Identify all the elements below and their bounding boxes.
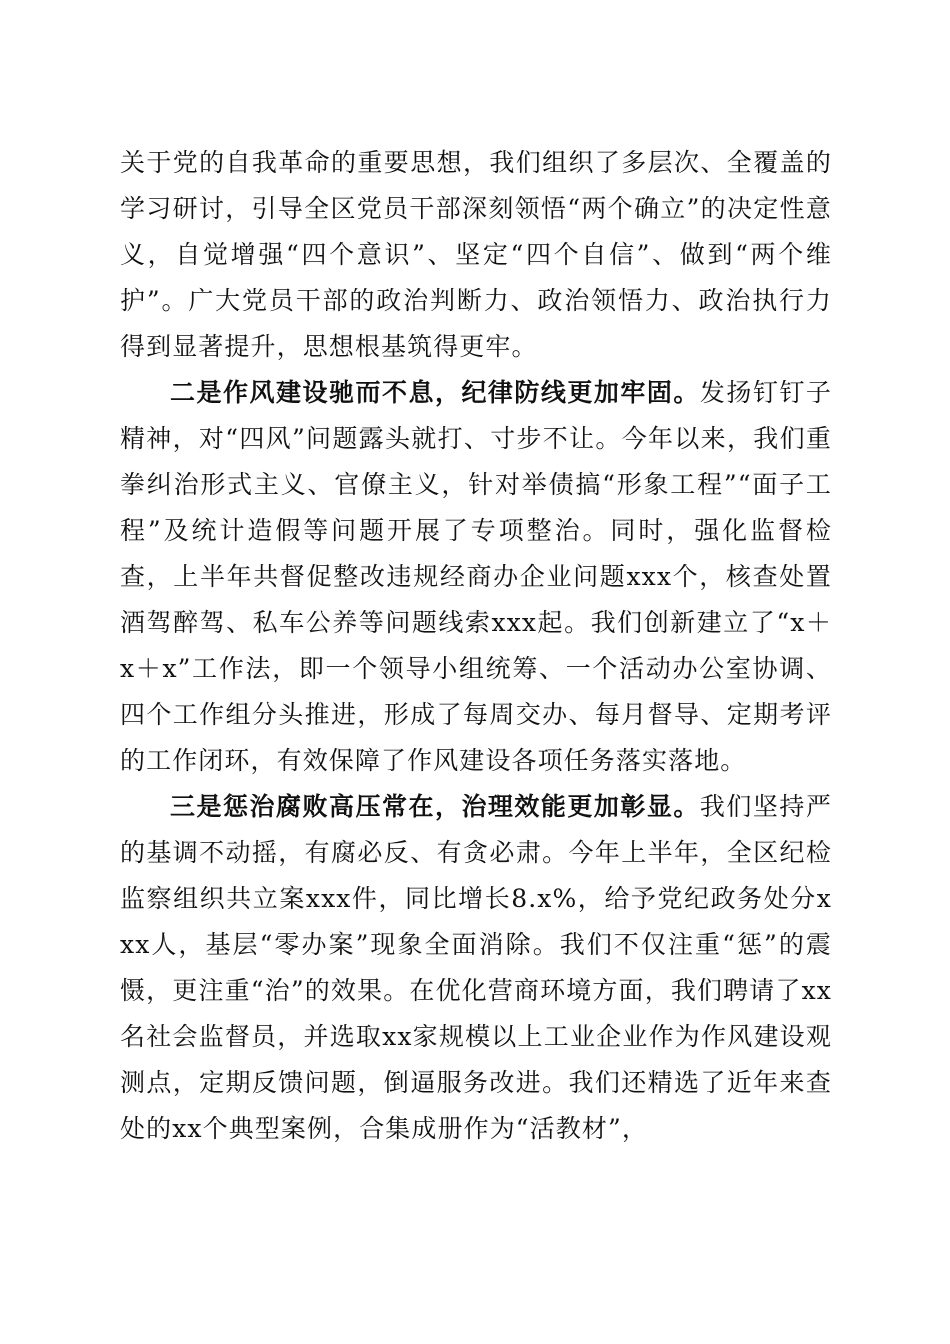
paragraph-1 <box>120 140 832 370</box>
document-body <box>120 140 832 1152</box>
paragraph-2-text: 发扬钉钉子精神，对“四风”问题露头就打、寸步不让。今年以来，我们重拳纠治形式主义、官僚主义，针对举债搞“形象工程”“面子工程”及统计造假等问题开展了专项整治。同时，强化监督检查，上半年共督促整改违规经商办企业问题xxx个，核查处置酒驾醉驾、私车公养等问题线索xxx起。我们创新建立了“x＋x＋x”工作法，即一个领导小组统筹、一个活动办公室协调、四个工作组分头推进，形成了每周交办、每月督导、定期考评的工作闭环，有效保障了作风建设各项任务落实落地。 <box>120 378 832 775</box>
paragraph-1-text: 关于党的自我革命的重要思想，我们组织了多层次、全覆盖的学习研讨，引导全区党员干部深刻领悟“两个确立”的决定性意义，自觉增强“四个意识”、坚定“四个自信”、做到“两个维护”。广大党员干部的政治判断力、政治领悟力、政治执行力得到显著提升，思想根基筑得更牢。 <box>120 148 832 361</box>
paragraph-2-lead: 二是作风建设驰而不息，纪律防线更加牢固。 <box>170 378 700 407</box>
paragraph-2 <box>120 370 832 784</box>
paragraph-3-lead: 三是惩治腐败高压常在，治理效能更加彰显。 <box>170 792 700 821</box>
paragraph-3-text: 我们坚持严的基调不动摇，有腐必反、有贪必肃。今年上半年，全区纪检监察组织共立案xxx件，同比增长8.x%，给予党纪政务处分xxx人，基层“零办案”现象全面消除。我们不仅注重“惩”的震慑，更注重“治”的效果。在优化营商环境方面，我们聘请了xx名社会监督员，并选取xx家规模以上工业企业作为作风建设观测点，定期反馈问题，倒逼服务改进。我们还精选了近年来查处的xx个典型案例，合集成册作为“活教材”， <box>120 792 832 1143</box>
paragraph-3 <box>120 784 832 1152</box>
